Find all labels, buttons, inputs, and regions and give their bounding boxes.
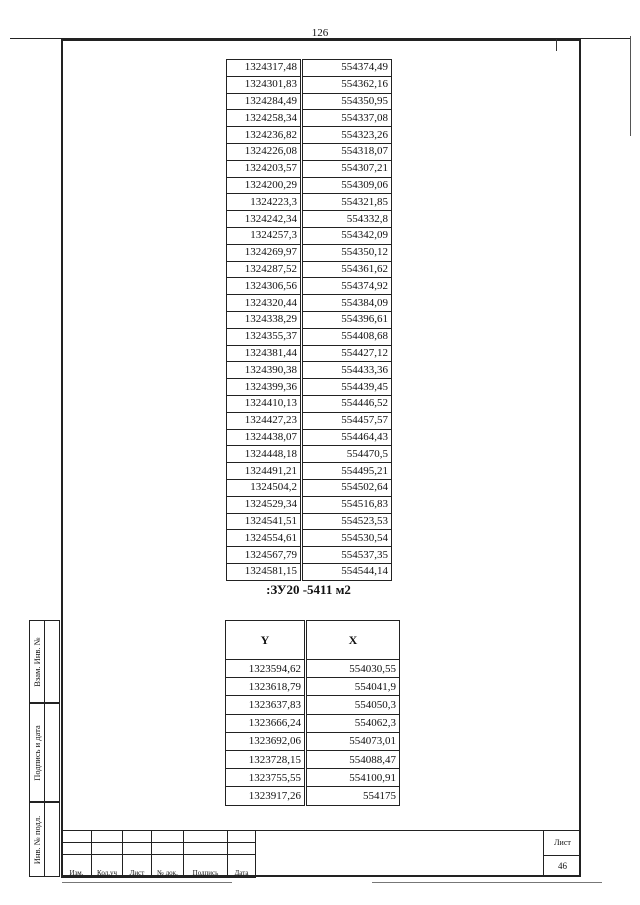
cell-y: 1324381,44 (227, 345, 302, 362)
table-row (227, 278, 392, 295)
cell-x: 554470,5 (302, 446, 392, 463)
cell-y: 1324257,3 (227, 227, 302, 244)
cell-y: 1324399,36 (227, 379, 302, 396)
table-row (226, 714, 400, 732)
table-row (227, 143, 392, 160)
cell-x: 554464,43 (302, 429, 392, 446)
table-row (227, 446, 392, 463)
table-row (227, 227, 392, 244)
cell-x: 554062,3 (306, 714, 400, 732)
cell-x: 554502,64 (302, 479, 392, 496)
side-stamp-vzam-inv (29, 620, 60, 703)
cell-x: 554433,36 (302, 362, 392, 379)
sheet-number: 46 (558, 861, 567, 871)
page-number: 126 (311, 27, 329, 39)
side-label-inv-podl: Инв. № подл. (32, 815, 42, 864)
cell-y: 1324491,21 (227, 463, 302, 480)
table-row (227, 463, 392, 480)
cell-y: 1323917,26 (226, 787, 306, 805)
edge-line (630, 36, 631, 136)
side-stamp-podpis-data (29, 703, 60, 802)
cell-y: 1324203,57 (227, 160, 302, 177)
cell-y: 1324226,08 (227, 143, 302, 160)
table-row (227, 160, 392, 177)
cell-y: 1324301,83 (227, 76, 302, 93)
table-row (226, 732, 400, 750)
title-block-col-data: Дата (228, 855, 256, 878)
table-row (227, 328, 392, 345)
title-block-col-list: Лист (123, 855, 152, 878)
title-block-col-podpis: Подпись (184, 855, 228, 878)
cell-y: 1324306,56 (227, 278, 302, 295)
bottom-rule-left (62, 882, 232, 883)
cell-x: 554523,53 (302, 513, 392, 530)
column-header-y: Y (226, 621, 306, 660)
cell-y: 1324284,49 (227, 93, 302, 110)
cell-y: 1324317,48 (227, 60, 302, 77)
cell-x: 554088,47 (306, 750, 400, 768)
coordinates-table-2 (225, 620, 400, 806)
cell-x: 554342,09 (302, 227, 392, 244)
cell-x: 554050,3 (306, 696, 400, 714)
cell-x: 554408,68 (302, 328, 392, 345)
cell-x: 554309,06 (302, 177, 392, 194)
title-block-table (61, 830, 544, 878)
frame-corner-mark (556, 39, 581, 51)
table-row (227, 362, 392, 379)
cell-x: 554544,14 (302, 563, 392, 580)
table-row (227, 345, 392, 362)
cell-y: 1324242,34 (227, 211, 302, 228)
cell-x: 554100,91 (306, 769, 400, 787)
cell-y: 1324554,61 (227, 530, 302, 547)
cell-x: 554427,12 (302, 345, 392, 362)
bottom-rule-right (372, 882, 602, 883)
table-row (227, 295, 392, 312)
table-row (227, 530, 392, 547)
cell-x: 554495,21 (302, 463, 392, 480)
cell-x: 554307,21 (302, 160, 392, 177)
cell-y: 1324581,15 (227, 563, 302, 580)
table-row (227, 496, 392, 513)
table-row (227, 177, 392, 194)
coordinates-table-1 (226, 59, 392, 581)
title-block-col-kol-uch: Кол.уч (92, 855, 123, 878)
column-header-x: X (306, 621, 400, 660)
cell-y: 1324236,82 (227, 127, 302, 144)
table-row (227, 60, 392, 77)
cell-y: 1324320,44 (227, 295, 302, 312)
cell-y: 1324287,52 (227, 261, 302, 278)
title-block-col-izm: Изм. (62, 855, 92, 878)
table-row (227, 244, 392, 261)
cell-y: 1324427,23 (227, 412, 302, 429)
section-title: :ЗУ20 -5411 м2 (266, 582, 351, 597)
cell-y: 1324567,79 (227, 547, 302, 564)
table-row (227, 194, 392, 211)
table-row (226, 750, 400, 768)
cell-x: 554073,01 (306, 732, 400, 750)
cell-y: 1324355,37 (227, 328, 302, 345)
cell-x: 554396,61 (302, 311, 392, 328)
cell-x: 554332,8 (302, 211, 392, 228)
cell-y: 1323728,15 (226, 750, 306, 768)
cell-y: 1324338,29 (227, 311, 302, 328)
table-row (227, 379, 392, 396)
cell-x: 554374,49 (302, 60, 392, 77)
cell-x: 554384,09 (302, 295, 392, 312)
side-label-podpis-data: Подпись и дата (32, 724, 42, 781)
table-row (226, 787, 400, 805)
cell-x: 554361,62 (302, 261, 392, 278)
table-row (227, 311, 392, 328)
cell-y: 1324410,13 (227, 395, 302, 412)
cell-y: 1323594,62 (226, 660, 306, 678)
cell-y: 1324269,97 (227, 244, 302, 261)
cell-x: 554350,12 (302, 244, 392, 261)
cell-y: 1324258,34 (227, 110, 302, 127)
table-row (227, 261, 392, 278)
table-row (227, 513, 392, 530)
cell-y: 1323618,79 (226, 678, 306, 696)
cell-x: 554439,45 (302, 379, 392, 396)
cell-x: 554030,55 (306, 660, 400, 678)
cell-x: 554321,85 (302, 194, 392, 211)
table-row (227, 93, 392, 110)
cell-x: 554041,9 (306, 678, 400, 696)
table-row (227, 76, 392, 93)
table-row (227, 127, 392, 144)
cell-x: 554350,95 (302, 93, 392, 110)
cell-y: 1323637,83 (226, 696, 306, 714)
table-row (227, 211, 392, 228)
cell-x: 554337,08 (302, 110, 392, 127)
table-row (226, 660, 400, 678)
cell-x: 554530,54 (302, 530, 392, 547)
cell-x: 554318,07 (302, 143, 392, 160)
cell-x: 554374,92 (302, 278, 392, 295)
side-stamp-inv-podl (29, 802, 60, 877)
cell-y: 1324448,18 (227, 446, 302, 463)
table-row (226, 678, 400, 696)
table-row (227, 429, 392, 446)
table-row (227, 479, 392, 496)
cell-y: 1324200,29 (227, 177, 302, 194)
table-row (226, 769, 400, 787)
table-row (226, 696, 400, 714)
cell-x: 554362,16 (302, 76, 392, 93)
table-row (227, 563, 392, 580)
cell-y: 1324541,51 (227, 513, 302, 530)
cell-x: 554323,26 (302, 127, 392, 144)
side-label-vzam-inv: Взам. Инв. № (32, 636, 42, 687)
cell-y: 1324223,3 (227, 194, 302, 211)
table-row (227, 110, 392, 127)
cell-x: 554446,52 (302, 395, 392, 412)
cell-x: 554537,35 (302, 547, 392, 564)
cell-y: 1323755,55 (226, 769, 306, 787)
table-row (227, 412, 392, 429)
cell-y: 1324504,2 (227, 479, 302, 496)
cell-x: 554175 (306, 787, 400, 805)
cell-y: 1323692,06 (226, 732, 306, 750)
title-block-col-no-dok: № док. (152, 855, 184, 878)
table-row (227, 547, 392, 564)
cell-x: 554457,57 (302, 412, 392, 429)
cell-y: 1324438,07 (227, 429, 302, 446)
sheet-number-box (543, 830, 581, 877)
cell-y: 1324390,38 (227, 362, 302, 379)
sheet-label: Лист (544, 831, 581, 856)
cell-y: 1324529,34 (227, 496, 302, 513)
table-row (227, 395, 392, 412)
cell-x: 554516,83 (302, 496, 392, 513)
cell-y: 1323666,24 (226, 714, 306, 732)
